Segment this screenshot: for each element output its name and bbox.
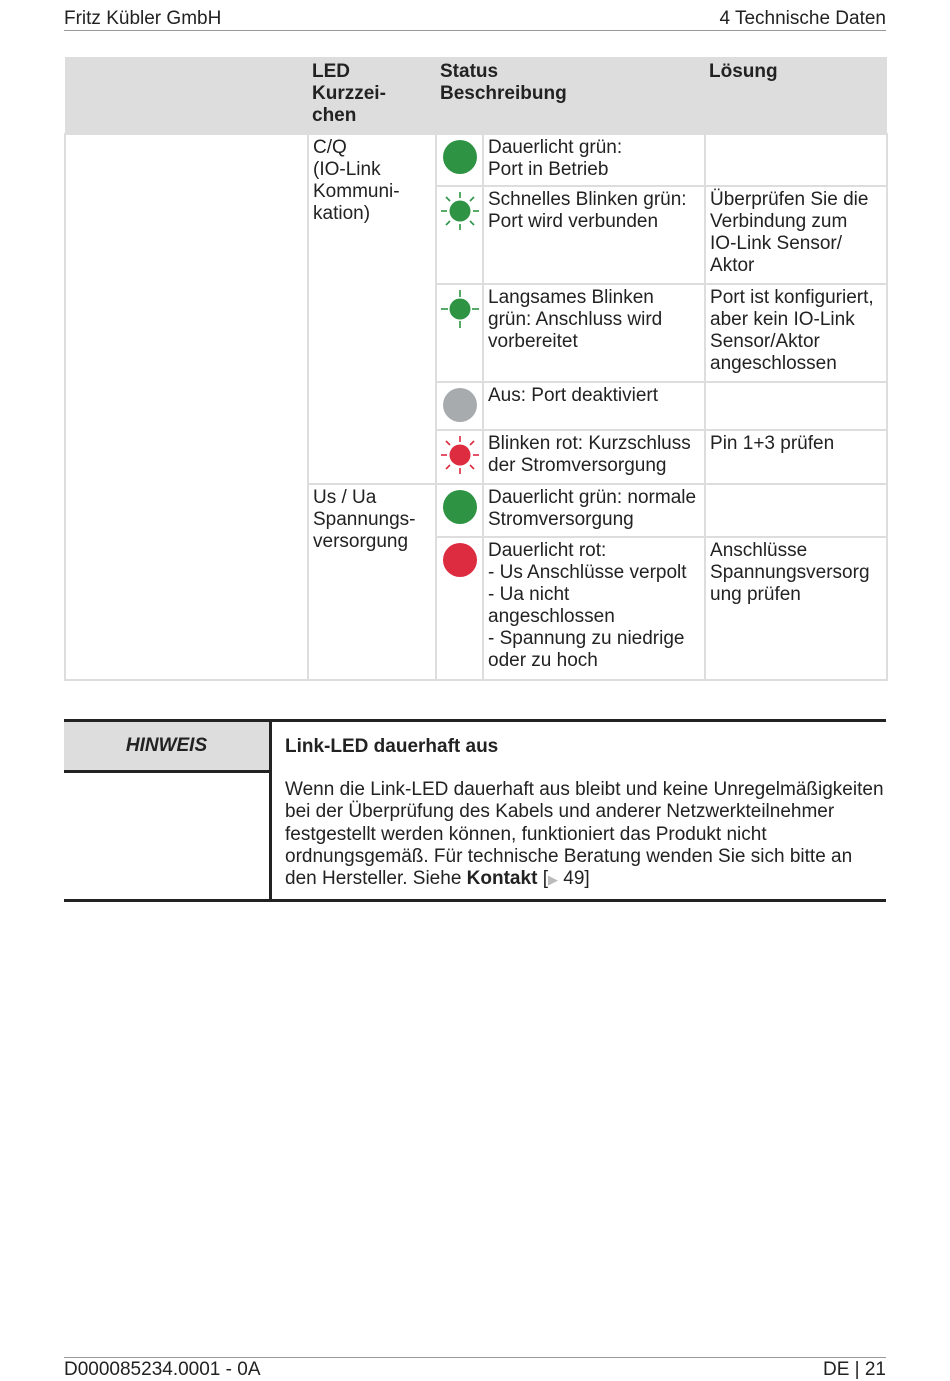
- contact-link[interactable]: Kontakt: [466, 868, 538, 890]
- led-green-blink-fast-icon: [440, 191, 480, 231]
- status-text: Aus: Port deaktiviert: [483, 382, 705, 430]
- page-ref[interactable]: 49]: [563, 868, 590, 890]
- led-status-table: [64, 57, 888, 681]
- solution-text: Port ist konfiguriert, aber kein IO-Link Sensor/Aktor angeschlossen: [705, 284, 887, 382]
- led-label-us-ua: Us / Ua Spannungs- versorgung: [308, 484, 436, 680]
- led-green-blink-slow-icon: [440, 289, 480, 329]
- notice-label: HINWEIS: [64, 722, 269, 773]
- status-text: Dauerlicht grün: normale Stromversorgung: [483, 484, 705, 537]
- col-header-solution: Lösung: [705, 57, 887, 134]
- solution-text: Überprüfen Sie die Verbindung zum IO-Link Sensor/ Aktor: [705, 186, 887, 284]
- solution-text: [705, 134, 887, 186]
- page-ref-open: [: [542, 868, 548, 890]
- notice-box: [64, 719, 886, 902]
- table-header-row: [65, 57, 887, 134]
- notice-divider: [269, 722, 272, 899]
- status-text: Dauerlicht grün: Port in Betrieb: [483, 134, 705, 186]
- notice-text: Wenn die Link-LED dauerhaft aus bleibt und keine Unregelmäßigkeiten bei der Überprüfung des Kabels und anderer Netzwerkteilnehmer festgestellt werden können, funktioniert das Produkt nicht ordnungsgemäß. Für technische Beratung wenden Sie sich bitte an den Hersteller. Siehe: [285, 779, 884, 890]
- page-header: [64, 8, 886, 31]
- notice-title: Link-LED dauerhaft aus: [285, 736, 499, 757]
- document-number: D000085234.0001 - 0A: [64, 1359, 261, 1380]
- page-footer: [64, 1357, 886, 1380]
- col-header-led: LED Kurzzei- chen: [308, 57, 436, 134]
- led-green-solid-icon: [442, 139, 478, 175]
- status-text: Blinken rot: Kurzschluss der Stromversorgung: [483, 430, 705, 484]
- solution-text: [705, 484, 887, 537]
- led-red-blink-icon: [440, 435, 480, 475]
- page-number: DE | 21: [822, 1359, 886, 1380]
- solution-text: Pin 1+3 prüfen: [705, 430, 887, 484]
- notice-body: [285, 779, 885, 891]
- status-text: Schnelles Blinken grün: Port wird verbunden: [483, 186, 705, 284]
- solution-text: [705, 382, 887, 430]
- led-label-cq: C/Q (IO-Link Kommuni- kation): [308, 134, 436, 484]
- led-green-solid-icon: [442, 489, 478, 525]
- col-header-status: Status Beschreibung: [436, 57, 705, 134]
- led-red-solid-icon: [442, 542, 478, 578]
- status-text: Langsames Blinken grün: Anschluss wird vorbereitet: [483, 284, 705, 382]
- arrow-right-icon: ▶: [547, 872, 558, 888]
- table-row: [65, 134, 887, 186]
- led-grey-off-icon: [442, 387, 478, 423]
- company-name: Fritz Kübler GmbH: [64, 8, 222, 29]
- status-text: Dauerlicht rot: - Us Anschlüsse verpolt - Ua nicht angeschlossen - Spannung zu niedrige oder zu hoch: [483, 537, 705, 680]
- solution-text: Anschlüsse Spannungsversorg ung prüfen: [705, 537, 887, 680]
- chapter-title: 4 Technische Daten: [719, 8, 886, 29]
